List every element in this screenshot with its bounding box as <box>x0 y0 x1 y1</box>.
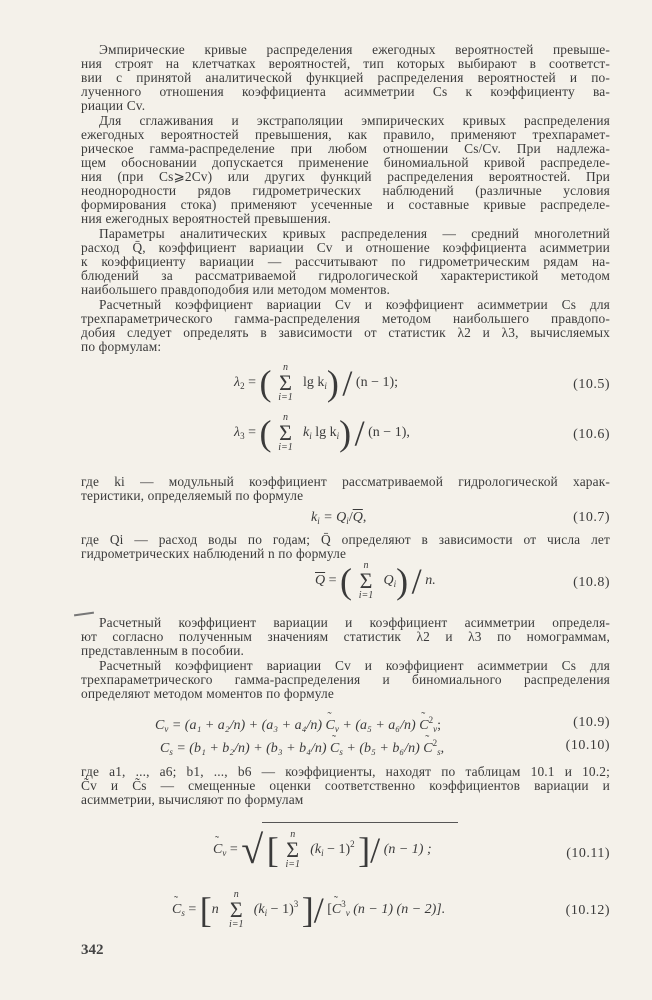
equation-10-7: $k_i = Q_i/\overline{Q}$, <box>311 510 367 526</box>
text-line: по формулам: <box>81 339 162 354</box>
lambda-symbol: λ <box>234 375 241 391</box>
text-line: Для сглаживания и экстраполяции эмпирических кривых распределения <box>99 113 610 128</box>
slash: / <box>354 413 365 453</box>
equation-10-11: ˜ $C_v$ = √ [ n Σ i=1 $(k_i - 1)^2$ ]/ (n − 1) ; <box>213 830 432 870</box>
text-line: Расчетный коэффициент вариации и коэффициент асимметрии определя- <box>99 615 610 630</box>
text-line: вии с принятой аналитической функцией распределения вероятностей и по- <box>81 70 610 85</box>
text-line: Эмпирические кривые распределения ежегодных вероятностей превыше- <box>99 42 610 57</box>
denominator: (n − 1); <box>355 375 399 391</box>
text-line: теристики, определяемый по формуле <box>81 488 304 503</box>
equation-10-9: $C_v = (a_1 + a_2/n) + (a_3 + a_4/n)$ ˜ $C_v + (a_5 + a_6/n)$ ˜ $C^2_v$; <box>155 715 441 734</box>
text-line: расход Q̄, коэффициент вариации Cv и отношение коэффициента асимметрии <box>81 240 610 255</box>
sum-symbol: n Σ i=1 <box>278 412 293 453</box>
text-line: где Qi — расход воды по годам; Q̄ определяют в зависимости от числа лет <box>81 532 610 547</box>
text-line: ния строят на клетчатках вероятностей, тип которых выбирают в соответст- <box>81 56 610 71</box>
sum-symbol: n Σ i=1 <box>278 362 293 403</box>
sqrt-bar <box>262 822 458 823</box>
equals: = <box>248 375 256 391</box>
denominator: (n − 1), <box>368 425 410 441</box>
text-line: асимметрии, вычисляют по формулам <box>81 792 304 807</box>
text-line: наибольшего правдоподобия или методом моментов. <box>81 282 391 297</box>
paren-close: ) <box>339 413 352 453</box>
paren-open: ( <box>259 363 272 403</box>
equation-10-5: $\lambda_2$ = ( n Σ i=1 $\lg k_i) / (n - 1)$; <box>234 362 399 403</box>
text-line: представленным в пособии. <box>81 643 245 658</box>
text-line: к коэффициенту вариации — рассчитывают по гидрометрическим рядам на- <box>81 254 610 269</box>
text-line: ют согласно полученным значениям статистик λ2 и λ3 по номограммам, <box>81 629 610 644</box>
equation-number: (10.9) <box>573 715 610 730</box>
text-line: трехпараметрического гамма-распределения методом наибольшего правдопо- <box>81 311 610 326</box>
equation-number: (10.5) <box>573 377 610 392</box>
text-line: Расчетный коэффициент вариации Cv и коэффициент асимметрии Cs для <box>99 658 610 673</box>
equation-10-6: $\lambda_3$ = ( n Σ i=1 $k_i$ $\lg k_i) / (n - 1)$, <box>234 412 410 453</box>
text-line: ния ежегодных вероятностей превышения. <box>81 211 331 226</box>
text-line: определяют методом моментов по формуле <box>81 686 334 701</box>
margin-pencil-mark <box>74 612 94 617</box>
equation-number: (10.7) <box>573 510 610 525</box>
text-line: Параметры аналитических кривых распределения — средний многолетний <box>99 226 610 241</box>
equation-10-10: $C_s = (b_1 + b_2/n) + (b_3 + b_4/n)$ ˜ $C_s + (b_5 + b_6/n)$ ˜ $C^2_s$, <box>160 738 444 757</box>
equation-number: (10.12) <box>565 903 610 918</box>
equation-number: (10.8) <box>573 575 610 590</box>
text-line: ния (при Cs⩾2Cv) или других функций распределения вероятностей. При <box>81 169 610 184</box>
text-line: рическое гамма-распределение при любом отношении Cs/Cv. При надлежа- <box>81 141 610 156</box>
lg-ki: lg k <box>315 425 337 441</box>
text-line: где ki — модульный коэффициент рассматриваемой гидрологической харак- <box>81 474 610 489</box>
equals: = <box>248 425 256 441</box>
lg-ki: lg k <box>302 375 325 391</box>
text-line: где a1, ..., a6; b1, ..., b6 — коэффициенты, находят по таблицам 10.1 и 10.2; <box>81 764 610 779</box>
equation-number: (10.10) <box>565 738 610 753</box>
slash: / <box>342 363 353 403</box>
text-line: риации Cv. <box>81 98 146 113</box>
text-line: C̃v и C̃s — смещенные оценки соответственно коэффициентов вариации и <box>81 778 610 793</box>
equation-10-8: $\overline{Q}$ = ( n Σ i=1 $Q_i$) / n. <box>315 560 436 601</box>
sqrt-symbol: √ <box>241 827 264 872</box>
text-line: формирования стока) применяют усеченные и составные кривые распределе- <box>81 197 610 212</box>
page-number: 342 <box>81 942 104 958</box>
lambda-symbol: λ <box>234 425 241 441</box>
text-line: блюдений за рассматриваемой гидрологической характеристикой методом <box>81 268 610 283</box>
text-line: неоднородности рядов гидрометрических наблюдений (различные условия <box>81 183 610 198</box>
text-line: щем обосновании допускается применение биномиальной кривой распределе- <box>81 155 610 170</box>
paren-open: ( <box>259 413 272 453</box>
paren-close: ) <box>326 363 339 403</box>
text-line: добия следует определять в зависимости от статистик λ2 и λ3, вычисляемых <box>81 325 610 340</box>
text-line: лученного отношения коэффициента асимметрии Cs к коэффициенту ва- <box>81 84 610 99</box>
equation-number: (10.11) <box>566 846 610 861</box>
equation-10-12: ˜ $C_s = [n$ n Σ i=1 $(k_i - 1)^3$ ]/ [˜ $C^3_v$ (n − 1) (n − 2)]. <box>172 890 445 930</box>
equation-number: (10.6) <box>573 427 610 442</box>
text-line: ежегодных вероятностей превышения, как правило, применяют трехпарамет- <box>81 127 610 142</box>
text-line: Расчетный коэффициент вариации Cv и коэффициент асимметрии Cs для <box>99 297 610 312</box>
text-line: трехпараметрического гамма-распределения и биномиального распределения <box>81 672 610 687</box>
text-line: гидрометрических наблюдений n по формуле <box>81 546 347 561</box>
